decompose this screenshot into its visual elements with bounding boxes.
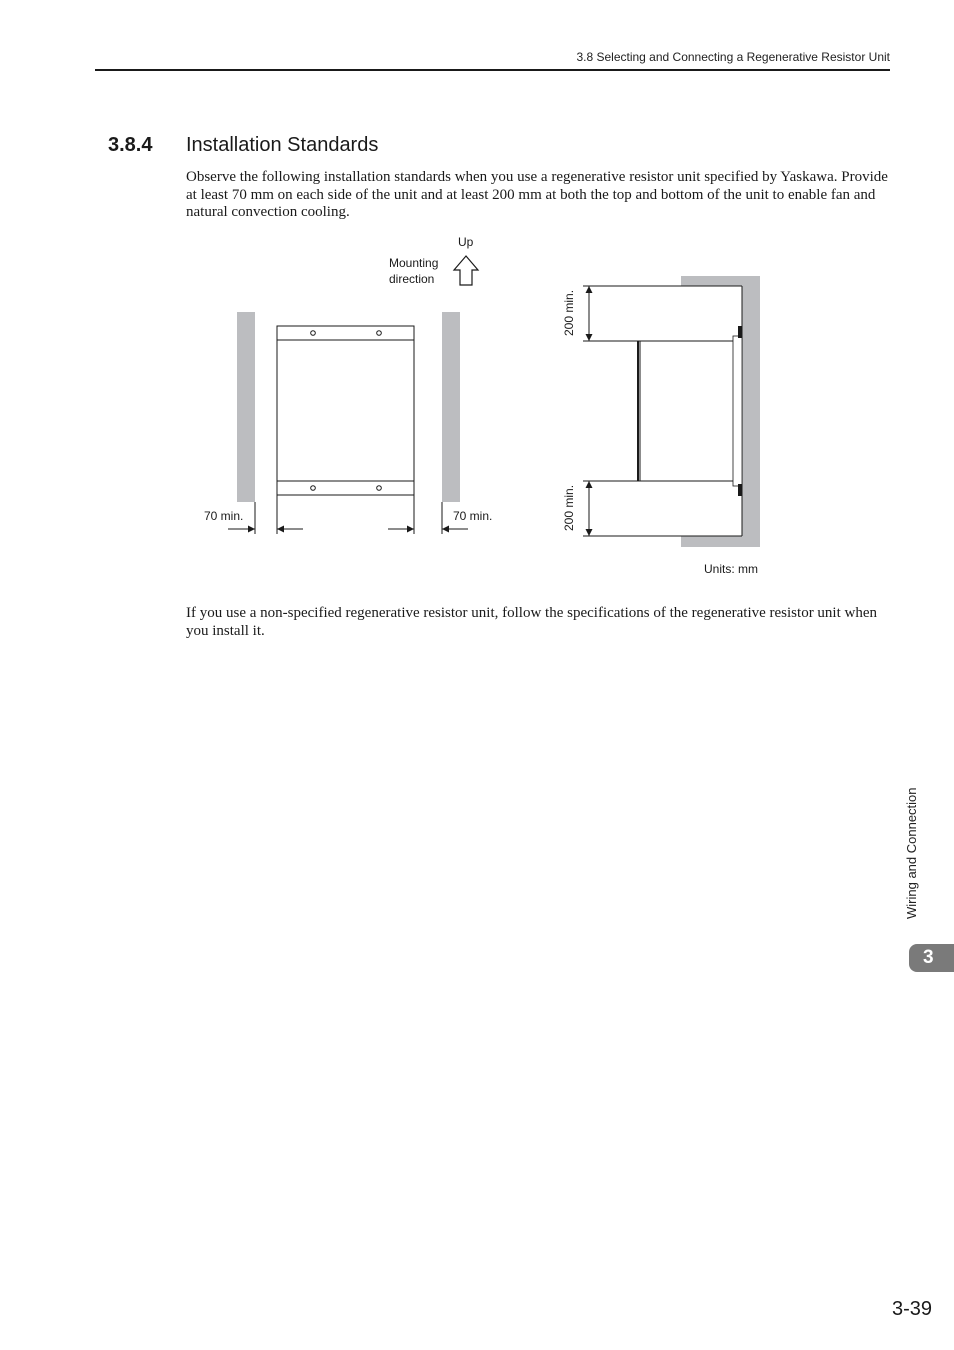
installation-figure — [0, 0, 954, 600]
mount-hole — [377, 331, 382, 336]
running-header: 3.8 Selecting and Connecting a Regenerative Resistor Unit — [576, 50, 890, 64]
mount-hole — [377, 486, 382, 491]
page-number: 3-39 — [891, 1298, 932, 1320]
back-wall — [742, 276, 760, 547]
left-wall — [237, 312, 255, 502]
intro-paragraph: Observe the following installation standards when you use a regenerative resistor unit specified by Yaskawa. Provide at least 70 mm on each side of the unit and at least 200 mm at both the top and bottom of the unit to enable fan and natural convection cooling. — [186, 169, 888, 220]
section-number: 3.8.4 — [108, 134, 153, 156]
up-label: Up — [458, 235, 474, 249]
units-label: Units: mm — [704, 562, 758, 576]
mount-hole — [311, 331, 316, 336]
wall-top-flange — [681, 276, 760, 286]
bottom-clearance-label: 200 min. — [562, 484, 576, 531]
section-title: Installation Standards — [186, 134, 379, 156]
top-clearance-label: 200 min. — [562, 289, 576, 336]
left-clearance-label: 70 min. — [204, 509, 244, 523]
chapter-side-label: Wiring and Connection — [904, 787, 919, 919]
right-clearance-label: 70 min. — [453, 509, 493, 523]
chapter-number-tab: 3 — [909, 944, 954, 972]
unit-side — [640, 341, 734, 481]
up-arrow-icon — [454, 256, 478, 285]
note-paragraph: If you use a non-specified regenerative resistor unit, follow the specifications of the regenerative resistor unit when you install it. — [186, 605, 878, 639]
mount-hole — [311, 486, 316, 491]
unit-front — [277, 326, 414, 495]
mounting-label-line1: Mounting — [389, 256, 439, 270]
right-wall — [442, 312, 460, 502]
wall-bottom-flange — [681, 536, 760, 547]
mounting-label-line2: direction — [389, 272, 435, 286]
